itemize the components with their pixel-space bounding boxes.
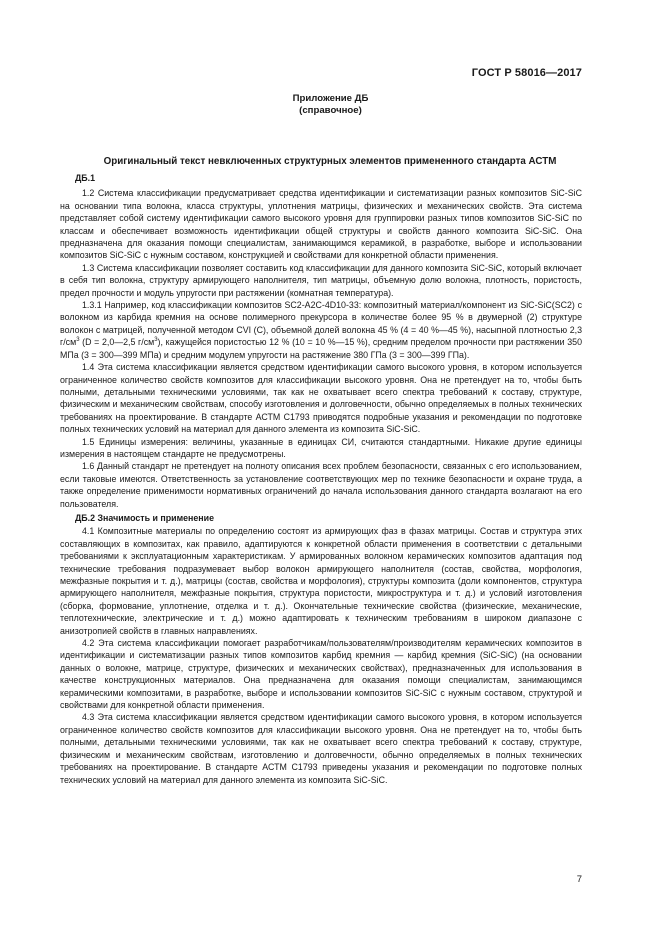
annex-name: Приложение ДБ: [292, 93, 369, 104]
annex-type: (справочное): [299, 105, 362, 116]
paragraph-1-3-1: [60, 299, 582, 361]
section-heading: Оригинальный текст невключенных структурных элементов примененного стандарта АСТМ: [103, 156, 557, 167]
paragraph-4-3: 4.3 Эта система классификации является средством идентификации самого высокого уровня, в котором используется ограниченное количество свойств композитов для классификации высокого уровня. Она не претендует на то, чтобы быть полными, детальными техническими условиями, так как не охватывает всего спектра требований к составу, структуре, физическим и механическим свойствам, изготовлению и долговечности, обычно определяемых в полных технических требованиях на проектирование. В стандарте АСТМ С1793 приведены указания и рекомендации по подготовке полных технических условий на материал для данного элемента из композита SiC-SiC.: [60, 712, 582, 785]
paragraph-1-2: 1.2 Система классификации предусматривает средства идентификации и систематизации разных композитов SiC-SiC на основании типа волокна, класса структуры, уплотнения матрицы, физических и механических свойств. Эта система представляет собой систему идентификации самого высокого уровня для группировки разных типов композитов SiC-SiC по классам и обеспечивает возможность идентификации общей структуры и свойств данного композита SiC-SiC. Она предназначена для оказания помощи специалистам, занимающимся керамикой, в разработке, выборе и использовании композитов SiC-SiC с нужным составом, конструкцией и свойствами для конкретной области применения.: [60, 188, 582, 261]
paragraph-1-4: 1.4 Эта система классификации является средством идентификации самого высокого уровня, в котором используется ограниченное количество свойств композитов для классификации высокого уровня. Она не претендует на то, чтобы быть полными, детальными техническими условиями, так как не охватывает всего спектра требований к составу, структуре, физическим и механическим свойствам, способу изготовления и долговечности, обычно определяемых в полных технических требованиях на проектирование. В стандарте АСТМ С1793 приводятся подробные указания и рекомендации по подготовке полных технических условий на материал для данного элемента из композита SiC-SiC.: [60, 362, 582, 435]
superscript-3: 3: [154, 337, 158, 344]
subsection-heading-db2: ДБ.2 Значимость и применение: [75, 512, 214, 523]
paragraph-1-3-1-part1: 1.3.1 Например, код классификации композитов SC2-A2C-4D10-33: композитный материал/компонент из SiC-SiC(SC2) с волокном из карбида кремния на основе полимерного прекурсора в количестве более 95 % в двумерной (2) структуре волокон с матрицей, полученной методом CVI (C), объемной долей волокна 45 % (4 = 40 %—45 %), насыпной плотностью 2,3 г/см: [60, 300, 582, 348]
page-number: 7: [576, 874, 582, 885]
paragraph-1-5: 1.5 Единицы измерения: величины, указанные в единицах СИ, считаются стандартными. Никакие другие единицы измерения в настоящем стандарте не предусмотрены.: [60, 436, 582, 459]
subsection-heading-db1: ДБ.1: [75, 173, 96, 183]
superscript-3: 3: [76, 337, 80, 344]
document-code: ГОСТ Р 58016—2017: [471, 67, 582, 79]
document-body: [60, 172, 582, 786]
paragraph-4-1: 4.1 Композитные материалы по определению состоят из армирующих фаз в фазах матрицы. Состав и структура этих составляющих в композитах, как правило, адаптируются к конкретной области применения в соответствии с детальными требованиями к эксплуатационным характеристикам. У армированных волокном керамических композитов адаптация под технические требования подразумевает выбор волокон армирующего наполнителя (состав, свойства, морфология, межфазные покрытия и т. д.), матрицы (состав, свойства и морфология), структуры композита (доли компонентов, структура армирующего наполнителя, межфазные покрытия, структура пористости, микроструктура и т. д.) и условий изготовления (сборка, формование, уплотнение, отделка и т. д.). Окончательные технические свойства (физические, механические, теплотехнические, электрические и т. д.) можно адаптировать к техническим требованиям в широком диапазоне с анизотропией свойств в главных направлениях.: [60, 526, 582, 636]
paragraph-1-3: 1.3 Система классификации позволяет составить код классификации для данного композита SiC-SiC, который включает в себя тип волокна, структуру армирующего наполнителя, тип матрицы, объемную долю волокна, плотность, пористость, предел прочности и модуль упругости при растяжении (комнатная температура).: [60, 262, 582, 298]
paragraph-1-3-1-part3: ), кажущейся пористостью 12 % (10 = 10 %—15 %), средним пределом прочности при растяжении 350 МПа (3 = 300—399 МПа) и средним модулем упругости на растяжение 380 ГПа (3 = 300—399 ГПа).: [60, 337, 582, 360]
paragraph-4-2: 4.2 Эта система классификации помогает разработчикам/пользователям/производителям керамических композитов в идентификации и систематизации разных типов композитов карбид кремния — карбид кремния (SiC-SiC) (на основании данных о волокне, матрице, структуре, физических и механических свойствах), предназначенных для использования в качестве конструкционных материалов. Она предназначена для оказания помощи специалистам, занимающимся керамическими композитами, в разработке, выборе и использовании композитов SiC-SiC с нужным составом, структурой и свойствами для конкретной области применения.: [60, 638, 582, 711]
annex-title: [0, 93, 661, 117]
paragraph-1-6: 1.6 Данный стандарт не претендует на полноту описания всех проблем безопасности, связанных с его использованием, если таковые имеются. Ответственность за установление соответствующих мер по технике безопасности и охране труда, а также определение применимости нормативных ограничений до начала использования данного стандарта возлагают на его пользователя.: [60, 461, 582, 509]
paragraph-1-3-1-part2: (D = 2,0—2,5 г/см: [79, 337, 155, 348]
